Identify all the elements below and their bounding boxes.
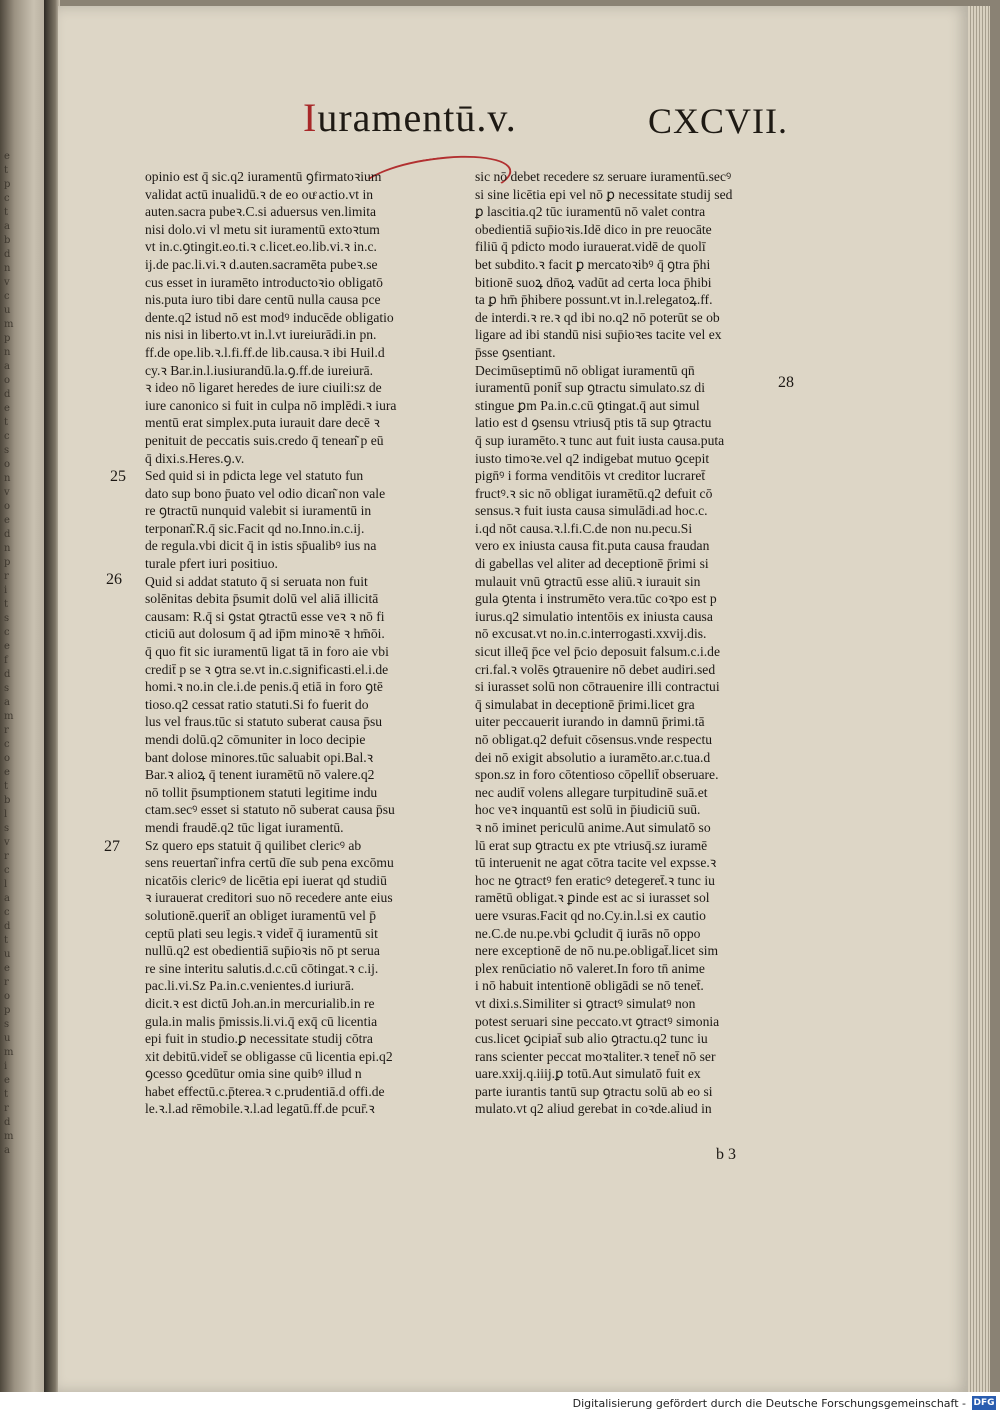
paragraph: Sed quid si in pdicta lege vel statuto fun dato sup bono p̄uato vel odio dican͂ non vale re ꝯtractū nunquid valebit si iuramentū in terponan͂.R.q̄ sic.Facit qd no.Inno.in.c.ij. de regula.vbi dicit q̄ in istis sp̄ualibꝰ ius na turale pfert iuri positiuo. bbox=[145, 468, 386, 572]
running-title bbox=[303, 94, 517, 141]
paragraph: Decimūseptimū nō obligat iuramentū qn̄ iuramentū ponit̄ sup ꝯtractu simulato.sz di stingue ꝑm Pa.in.c.cū ꝯtingat.q̄ aut simul latio est d ꝯsensu vtriusq̄ ptis tā sup ꝯtractu q̄ sup iuramēto.ꝛ tunc aut fuit iusta causa.puta iusto timoꝛe.vel q2 indigebat mutuo ꝯcepit pign̄ꝰ i forma venditōis vt creditor lucraret̄ fructꝰ.ꝛ sic nō obligat iuramētū.q2 defuit cō sensus.ꝛ fuit iusta causa simulādi.ad hoc.c. i.qd nōt causa.ꝛ.l.fi.C.de non nu.pecu.Si vero ex iniusta causa fit.puta causa fraudan di gabellas vel aliter ad deceptionē p̄rimi si mulauit vnū ꝯtractū esse aliū.ꝛ iurauit sin gula ꝯtenta i instrumēto vera.tūc coꝛpo est p iurus.q2 simulatio intentōis ex iniusta causa nō excusat.vt no.in.c.interrogasti.xxvij.dis. sicut illeq̄ p̄ce vel p̄cio deposuit falsum.c.i.de cri.fal.ꝛ volēs ꝯtrauenire nō debet audiri.sed si iurasset solū non cōtrauenire illi contractui q̄ simulabat in deceptionē p̄rimi.licet gra uiter peccauerit iurando in damnū p̄rimi.tā nō obligat.q2 defuit cōsensus.vnde respectu dei nō exigit absolutio a iuramēto.ar.c.tua.d spon.sz in foro cōtentioso cōpellit̄ obseruare. nec audit̄ volens allegare turpitudinē suā.et hoc veꝛ inquantū est solū in p̄iudiciū suū. ꝛ nō iminet periculū anime.Aut simulatō so lū erat sup ꝯtractu ex pte vtriusq̄.sz iuramē tū interuenit ne agat cōtra tacite vel expsse.ꝛ hoc ne ꝯtractꝰ fen eraticꝰ detegeret̄.ꝛ tunc iu ramētū obligat.ꝛ ꝑinde est ac si iurasset sol uere vsuras.Facit qd no.Cy.in.l.si ex cautio ne.C.de nu.pe.vbi ꝯcludit q̄ iurās nō oppo nere exceptionē de nō nu.pe.obligat̄.licet sim plex renūciatio nō valeret.In foro tn̄ anime i nō habuit intentionē obligādi se nō tenet̄. vt dixi.s.Similiter si ꝯtractꝰ simulatꝰ non potest seruari sine peccato.vt ꝯtractꝰ simonia cus.licet ꝯcipiat̄ sub alio ꝯtractu.q2 tunc iu rans scienter peccat moꝛtaliter.ꝛ tenet̄ nō ser uare.xxij.q.iiij.ꝑ totū.Aut simulatō fuit ex parte iurantis tantū sup ꝯtractu solū ab eo si mulato.vt q2 aliud gerebat in coꝛde.aliud in bbox=[475, 362, 725, 1117]
margin-number: 26 bbox=[106, 571, 122, 588]
margin-number: 28 bbox=[778, 374, 794, 391]
paragraph: opinio est q̄ sic.q2 iuramentū ꝯfirmatoꝛium validat actū inualidū.ꝛ de eo ouͤ actio.vt in auten.sacra pubeꝛ.C.si aduersus ven.limita nisi dolo.vi vl metu sit iuramentū extoꝛtum vt in.c.ꝯtingit.eo.ti.ꝛ c.licet.eo.lib.vi.ꝛ in.c. ij.de pac.li.vi.ꝛ d.auten.sacramēta pubeꝛ.se cus esset in iuramēto introductoꝛio obligatō nis.puta iuro tibi dare centū nulla causa pce dente.q2 istud nō est modꝰ inducēde obligatio nis nisi in liberto.vt in.l.vt iureiurādi.in pn. ff.de ope.lib.ꝛ.l.fi.ff.de lib.causa.ꝛ ibi Huil.d cy.ꝛ Bar.in.l.iusiurandū.la.ꝯ.ff.de iureiurā. ꝛ ideo nō ligaret heredes de iure ciuili:sz de iure canonico si fuit in culpa nō implēdi.ꝛ iura mentū erat simplex.puta iurauit dare decē ꝛ penituit de peccatis suis.credo q̄ tenean͂ p eū q̄ dixi.s.Heres.ꝯ.v. bbox=[145, 169, 397, 466]
left-page-fragment: e t p c t a b d n v c u m p n a o d e t c s o n v o e d n p r i t s c e f d s a m r c o e t b l s v r c l a c d t u e r o p s u m i e t r d m a bbox=[4, 151, 14, 1156]
footer-bar bbox=[0, 1392, 1000, 1416]
right-column bbox=[475, 168, 775, 1118]
paragraph: sic nō debet recedere sz seruare iuramentū.secꝰ si sine licētia epi vel nō ꝑ necessitate studij sed ꝑ lascitia.q2 tūc iuramentū nō valet contra obedientiā sup̄ioꝛis.Idē dico in pre reuocāte filiū q̄ pdicto modo iurauerat.vidē de quolī bet subdito.ꝛ facit ꝑ mercatoꝛibꝰ q̄ ꝯtra p̄hi bitionē suoꝝ dn̄oꝝ vadūt ad certa loca p̄hibi ta ꝑ hm̄ p̄hibere possunt.vt in.l.relegatoꝝ.ff. de interdi.ꝛ re.ꝛ qd ibi no.q2 nō poterūt se ob ligare ad ibi standū nisi sup̄ioꝛes tacite vel ex p̄sse ꝯsentiant. bbox=[475, 169, 733, 360]
left-column bbox=[145, 168, 445, 1118]
signature-mark: b 3 bbox=[716, 1146, 736, 1163]
page bbox=[58, 6, 968, 1392]
paragraph: Quid si addat statuto q̄ si seruata non fuit solēnitas debita p̄sumit dolū vel aliā illicitā causam: R.q̄ si ꝯstat ꝯtractū esse veꝛ ꝛ nō fi cticiū aut dolosum q̄ ad ip̄m minoꝛē ꝛ hm̄ōi. q̄ quo fit sic iuramentū ligat tā in foro aie vbi credit̄ p se ꝛ ꝯtra se.vt in.c.significasti.el.i.de homi.ꝛ no.in cle.i.de penis.q̄ etiā in foro ꝯtē tioso.q2 cessat ratio statuti.Si fo fuerit do lus vel fraus.tūc si statuto suberat causa p̄su mendi dolū.q2 cōmuniter in loco decipie bant dolose minores.tūc saluabit opi.Bal.ꝛ Bar.ꝛ alioꝝ q̄ tenent iuramētū nō valere.q2 nō tollit p̄sumptionem statuti legitime indu ctam.secꝰ esset si statuto nō suberat causa p̄su mendi fraudē.q2 tūc ligat iuramentū. bbox=[145, 573, 395, 835]
dfg-logo: DFG bbox=[973, 1398, 995, 1408]
page-header bbox=[58, 94, 968, 154]
funding-credit: Digitalisierung gefördert durch die Deutsche Forschungsgemeinschaft - bbox=[572, 1397, 966, 1410]
page-edge bbox=[968, 6, 990, 1392]
running-title-text: uramentū.v. bbox=[317, 95, 517, 140]
folio-number: CXCVII. bbox=[648, 101, 788, 141]
margin-number: 27 bbox=[104, 838, 120, 855]
margin-number: 25 bbox=[110, 468, 126, 485]
paragraph: Sz quero eps statuit q̄ quilibet clericꝰ ab sens reuertan͂ infra certū dīe sub pena excōmu nicatōis clericꝰ de licētia epi iuerat qd studiū ꝛ iurauerat creditori suo nō recedere ante eius solutionē.querit̄ an obliget iuramentū vel p̄ ceptū plati seu legis.ꝛ videt̄ q̄ iuramentū sit nullū.q2 est obedientiā sup̄ioꝛis nō pt serua re sine interitu salutis.d.c.cū cōtingat.ꝛ c.ij. pac.li.vi.Sz Pa.in.c.venientes.d iuriurā. dicit.ꝛ est dictū Joh.an.in mercurialib.in re gula.in malis p̄missis.li.vi.q̄ exq̄ cū licentia epi fuit in studio.ꝑ necessitate studij cōtra xit debitū.videt̄ se obligasse cū licentia epi.q2 ꝯcesso ꝯcedūtur omia sine quibꝰ illud n habet effectū.c.p̄terea.ꝛ c.prudentiā.d offi.de le.ꝛ.l.ad rēmobile.ꝛ.l.ad legatū.ff.de pcur̄.ꝛ bbox=[145, 837, 394, 1117]
rubricated-initial: I bbox=[303, 95, 318, 140]
left-page-margin bbox=[0, 0, 48, 1392]
